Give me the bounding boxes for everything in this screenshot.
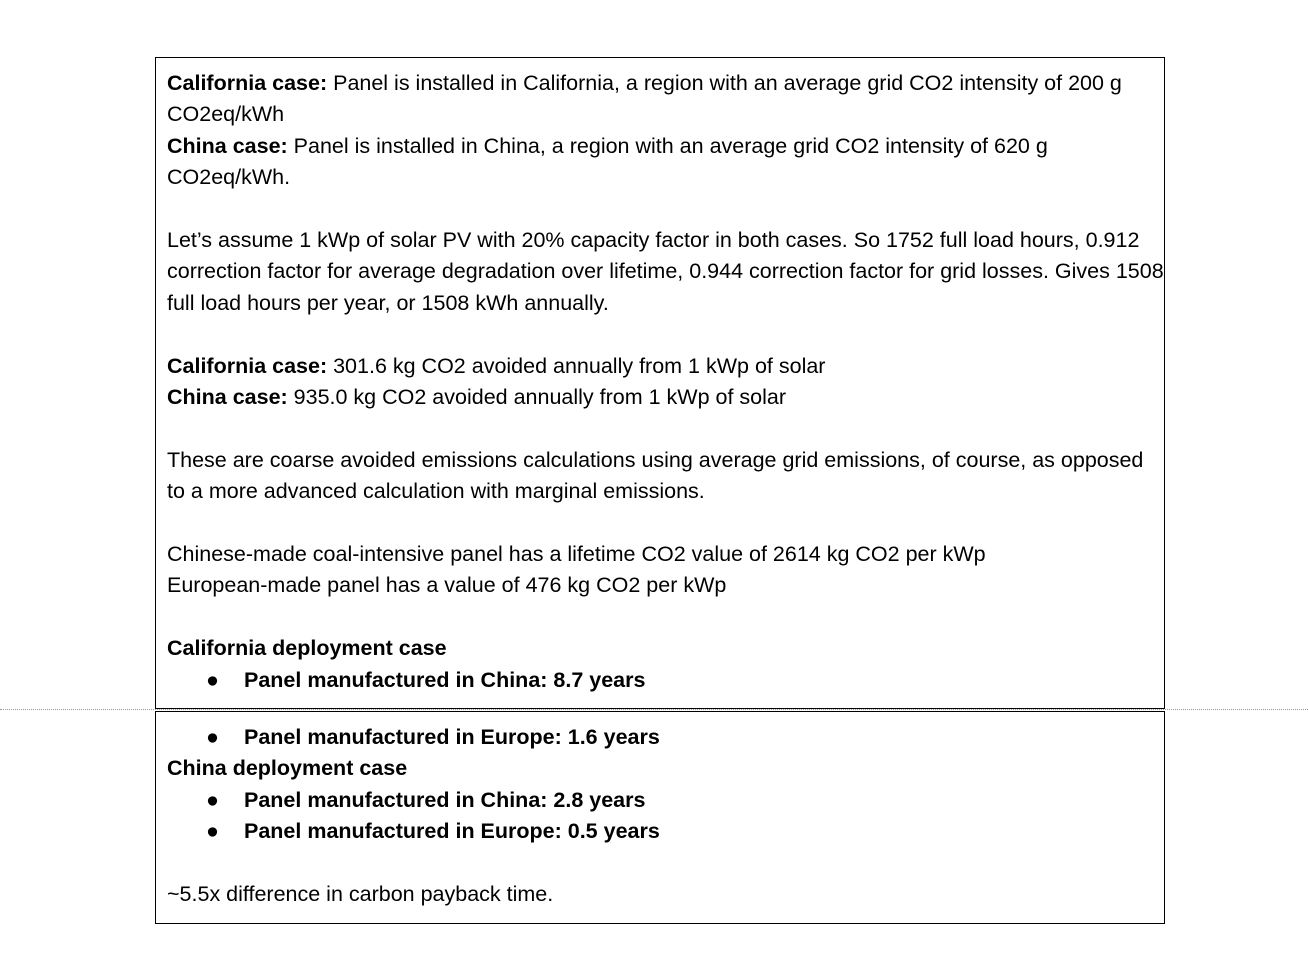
text-box-page-1: [155, 57, 1170, 709]
blank-line: [167, 319, 1164, 350]
bullet-text: Panel manufactured in Europe: 0.5 years: [244, 819, 660, 844]
blank-line: [167, 194, 1164, 225]
california-case-line: [167, 68, 1164, 131]
blank-line: [167, 848, 1164, 879]
assumption-paragraph: Let’s assume 1 kWp of solar PV with 20% capacity factor in both cases. So 1752 full load hours, 0.912 correction factor for average degradation over lifetime, 0.944 correction factor for grid losses. Gives 1508 full load hours per year, or 1508 kWh annually.: [167, 228, 1170, 315]
china-case-text: Panel is installed in China, a region with an average grid CO2 intensity of 620 g CO2eq/kWh.: [167, 133, 1054, 190]
california-bullet-europe: [167, 722, 1164, 753]
china-avoided-label: China case:: [167, 385, 288, 410]
china-bullet-europe: [167, 816, 1164, 847]
china-case-label: China case:: [167, 133, 288, 158]
bullet-dot-icon: ●: [206, 667, 219, 692]
bullet-text: Panel manufactured in Europe: 1.6 years: [244, 725, 660, 749]
conclusion-line: ~5.5x difference in carbon payback time.: [167, 882, 554, 907]
california-avoided-line: [167, 351, 1164, 382]
china-avoided-line: [167, 382, 1164, 413]
bullet-dot-icon: ●: [206, 725, 219, 749]
china-deployment-heading: China deployment case: [167, 756, 408, 781]
china-bullet-china: [167, 785, 1164, 816]
bullet-dot-icon: ●: [206, 787, 219, 812]
california-deployment-heading: California deployment case: [167, 636, 447, 661]
california-case-label: California case:: [167, 71, 328, 95]
page-break-line: [0, 709, 1308, 710]
california-avoided-label: California case:: [167, 353, 328, 378]
china-case-line: [167, 131, 1164, 194]
california-bullet-china: [167, 665, 1164, 696]
blank-line: [167, 413, 1164, 444]
coarse-note-paragraph: These are coarse avoided emissions calculations using average grid emissions, of course, as opposed to a more advanced calculation with marginal emissions.: [167, 447, 1150, 504]
china-avoided-text: 935.0 kg CO2 avoided annually from 1 kWp of solar: [287, 385, 787, 410]
bullet-dot-icon: ●: [206, 819, 219, 844]
california-avoided-text: 301.6 kg CO2 avoided annually from 1 kWp of solar: [327, 353, 826, 378]
bullet-text: Panel manufactured in China: 8.7 years: [244, 667, 646, 692]
blank-line: [167, 508, 1164, 539]
european-panel-line: European-made panel has a value of 476 kg CO2 per kWp: [167, 573, 727, 598]
chinese-panel-line: Chinese-made coal-intensive panel has a lifetime CO2 value of 2614 kg CO2 per kWp: [167, 542, 986, 567]
bullet-text: Panel manufactured in China: 2.8 years: [244, 787, 646, 812]
text-box-page-2: [155, 711, 1165, 924]
blank-line: [167, 602, 1164, 633]
california-case-text: Panel is installed in California, a region with an average grid CO2 intensity of 200 g CO2eq/kWh: [167, 71, 1128, 127]
